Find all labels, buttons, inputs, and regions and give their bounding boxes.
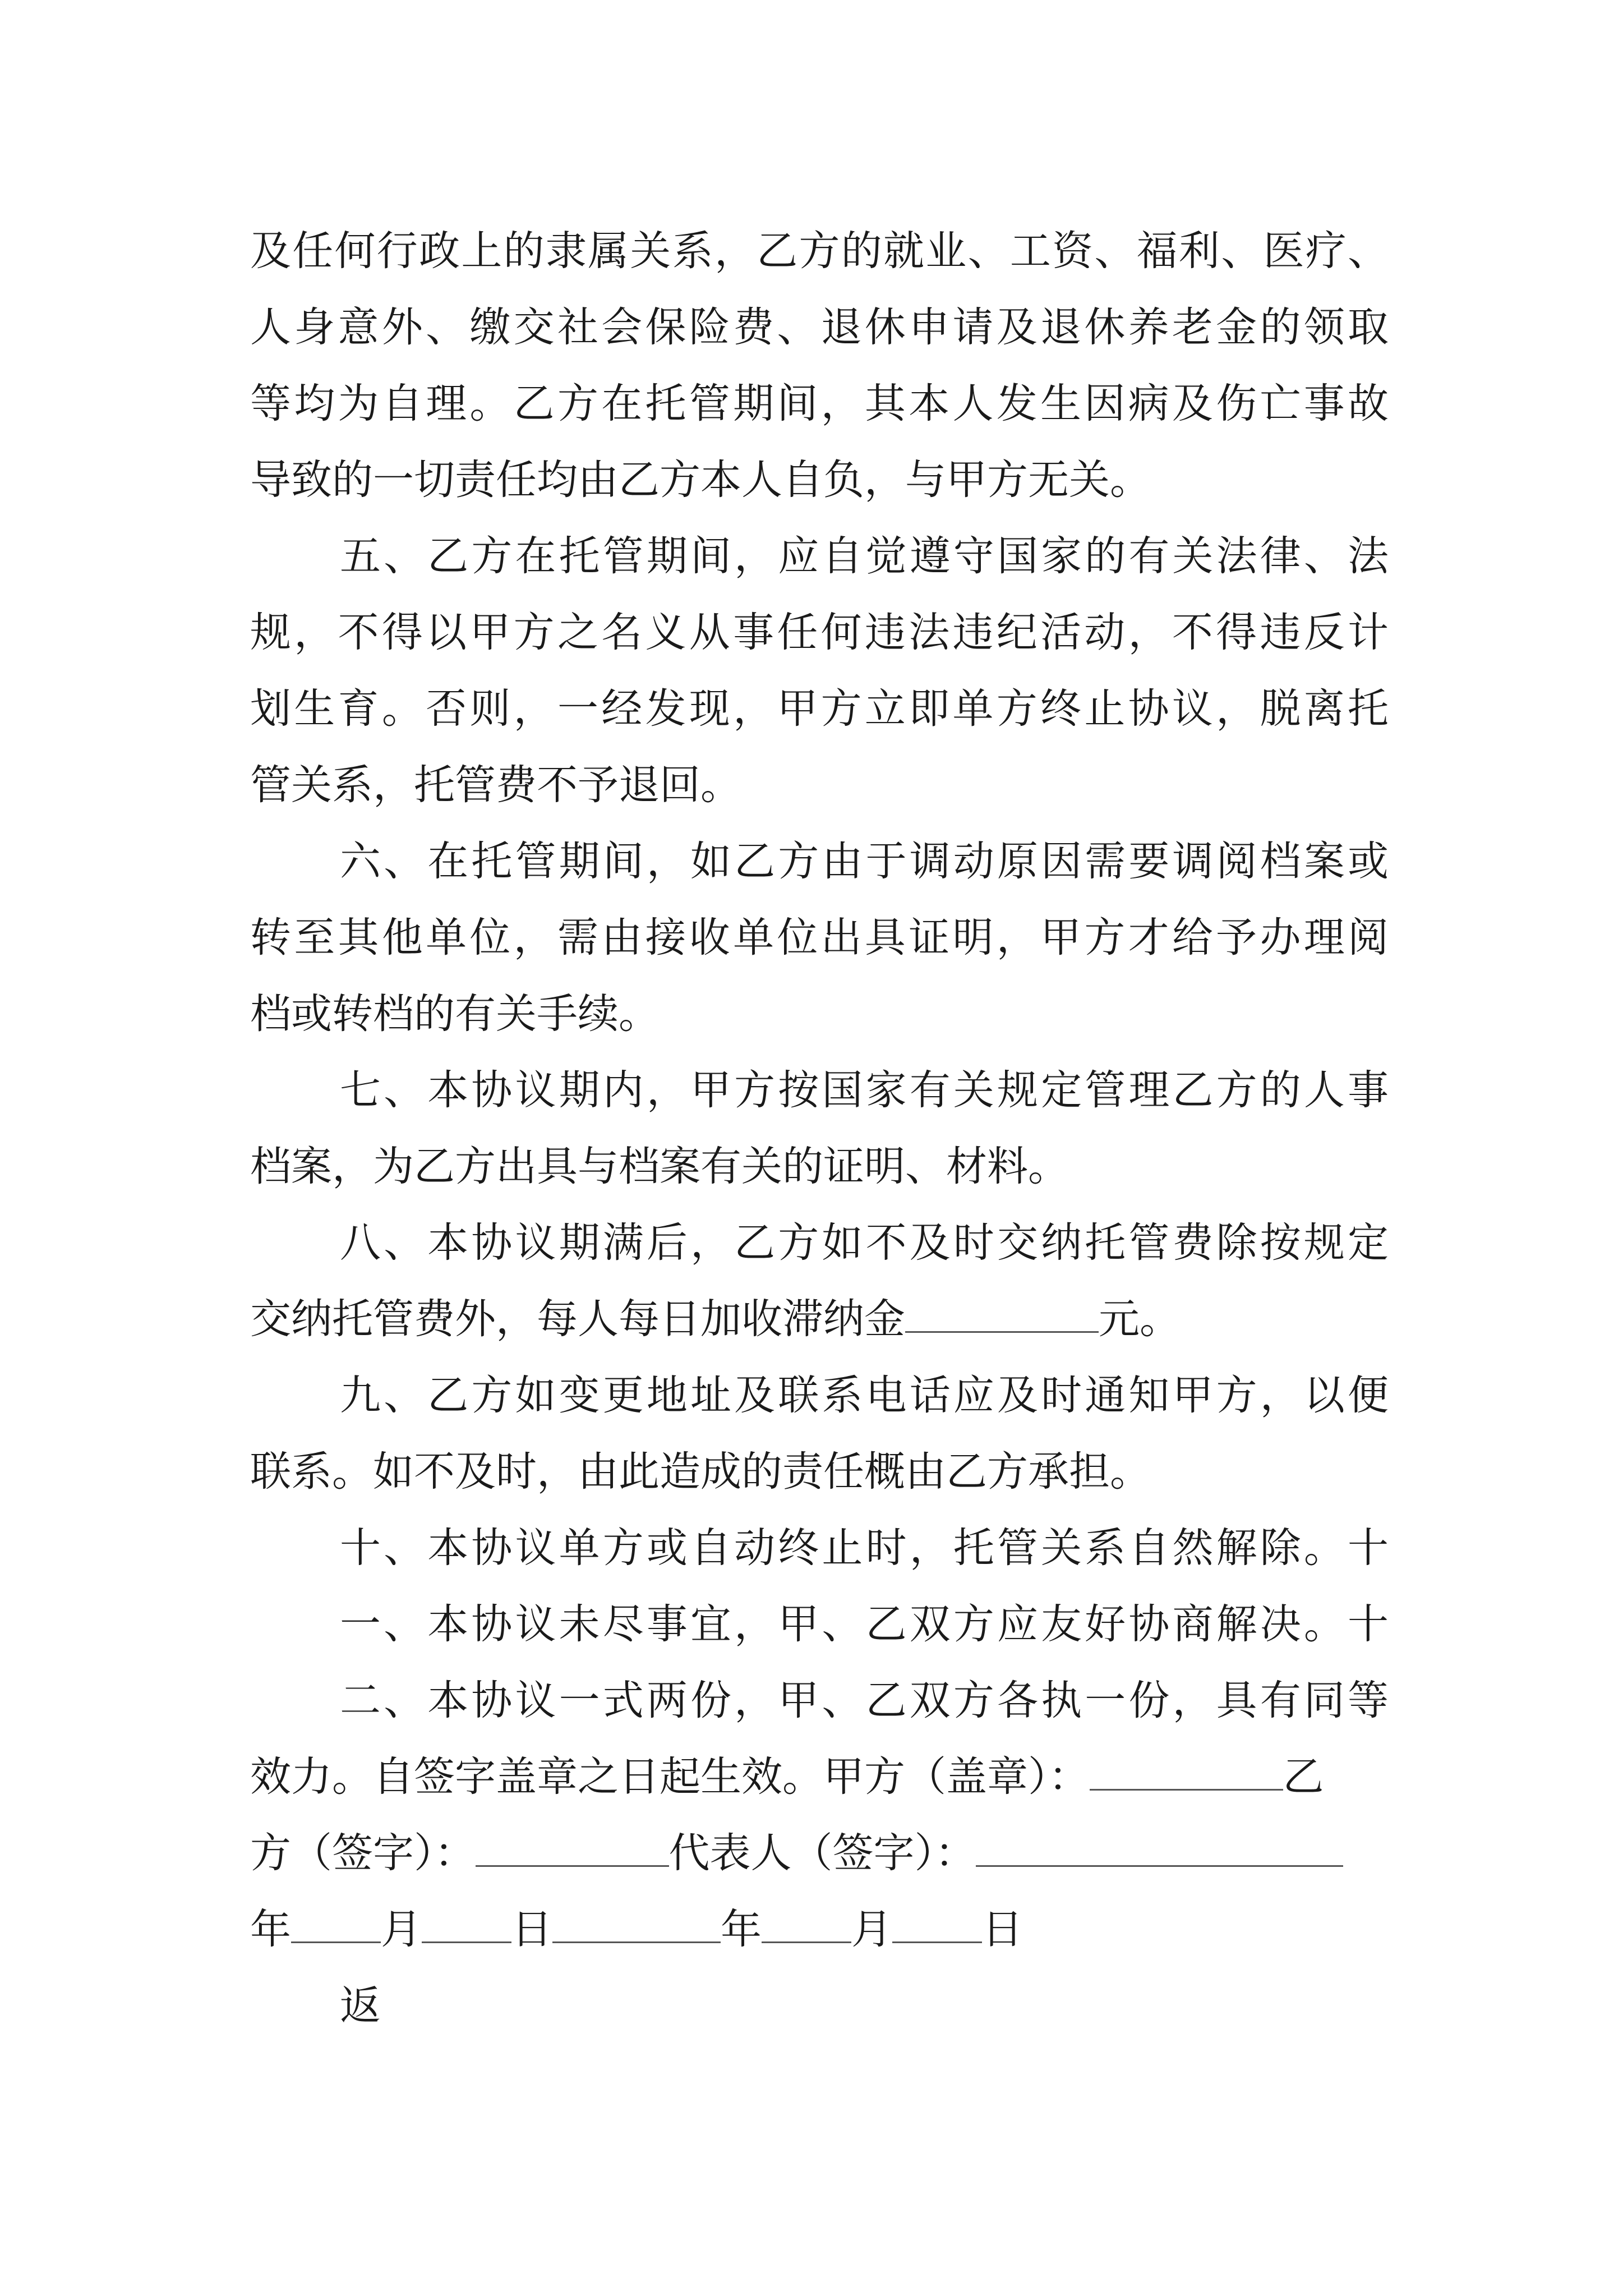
year-label-b: 年 — [721, 1906, 762, 1953]
paragraph-line: 转至其他单位，需由接收单位出具证明，甲方才给予办理阅 — [250, 914, 1389, 961]
paragraph-line: 联系。如不及时，由此造成的责任概由乙方承担。 — [250, 1448, 1151, 1496]
party-b-sign-label: 方（签字）： — [250, 1829, 476, 1877]
party-b-label-start: 乙 — [1283, 1753, 1324, 1801]
paragraph-line: 及任何行政上的隶属关系，乙方的就业、工资、福利、医疗、 — [250, 227, 1389, 275]
month-blank-b[interactable] — [762, 1907, 851, 1943]
paragraph-line: 人身意外、缴交社会保险费、退休申请及退休养老金的领取 — [250, 303, 1389, 351]
late-fee-text: 交纳托管费外，每人每日加收滞纳金 — [250, 1295, 905, 1343]
party-b-sign-blank[interactable] — [476, 1830, 669, 1867]
signature-line-1 — [250, 1739, 1389, 1815]
paragraph-line: 规，不得以甲方之名义从事任何违法违纪活动，不得违反计 — [250, 609, 1389, 656]
paragraph-line: 划生育。否则，一经发现，甲方立即单方终止协议，脱离托 — [250, 685, 1389, 733]
clause-8: 八、本协议期满后，乙方如不及时交纳托管费除按规定 — [340, 1219, 1389, 1267]
clause-7: 七、本协议期内，甲方按国家有关规定管理乙方的人事 — [340, 1066, 1389, 1114]
late-fee-unit: 元。 — [1099, 1295, 1181, 1343]
day-blank-a[interactable] — [422, 1907, 511, 1943]
day-label-a: 日 — [511, 1906, 552, 1953]
paragraph-line: 导致的一切责任均由乙方本人自负，与甲方无关。 — [250, 456, 1151, 504]
effective-text: 效力。自签字盖章之日起生效。甲方（盖章）： — [250, 1753, 1090, 1801]
representative-label: 代表人（签字）： — [668, 1829, 976, 1877]
paragraph-line: 档或转档的有关手续。 — [250, 990, 660, 1038]
late-fee-line — [250, 1281, 1389, 1358]
agreement-body — [250, 213, 1389, 2044]
month-label-b: 月 — [851, 1906, 892, 1953]
representative-sign-blank[interactable] — [976, 1830, 1343, 1867]
month-blank-a[interactable] — [291, 1907, 381, 1943]
clause-9: 九、乙方如变更地址及联系电话应及时通知甲方，以便 — [340, 1372, 1389, 1419]
paragraph-line: 档案，为乙方出具与档案有关的证明、材料。 — [250, 1143, 1069, 1190]
clause-5: 五、乙方在托管期间，应自觉遵守国家的有关法律、法 — [340, 532, 1389, 580]
party-a-seal-blank[interactable] — [1090, 1754, 1283, 1791]
clause-12: 二、本协议一式两份，甲、乙双方各执一份，具有同等 — [340, 1677, 1389, 1724]
trailing-text: 返 — [340, 1982, 381, 2030]
signature-line-2 — [250, 1815, 1389, 1892]
clause-11: 一、本协议未尽事宜，甲、乙双方应友好协商解决。十 — [340, 1600, 1389, 1648]
paragraph-line: 等均为自理。乙方在托管期间，其本人发生因病及伤亡事故 — [250, 380, 1389, 427]
clause-6: 六、在托管期间，如乙方由于调动原因需要调阅档案或 — [340, 838, 1389, 885]
month-label-a: 月 — [381, 1906, 422, 1953]
day-label-b: 日 — [982, 1906, 1023, 1953]
paragraph-line: 管关系，托管费不予退回。 — [250, 761, 741, 809]
day-blank-b[interactable] — [892, 1907, 982, 1943]
year-label-a: 年 — [250, 1906, 291, 1953]
year-blank-b[interactable] — [552, 1907, 721, 1943]
late-fee-blank[interactable] — [905, 1296, 1099, 1333]
clause-10: 十、本协议单方或自动终止时，托管关系自然解除。十 — [340, 1524, 1389, 1572]
date-line — [250, 1892, 1389, 1968]
